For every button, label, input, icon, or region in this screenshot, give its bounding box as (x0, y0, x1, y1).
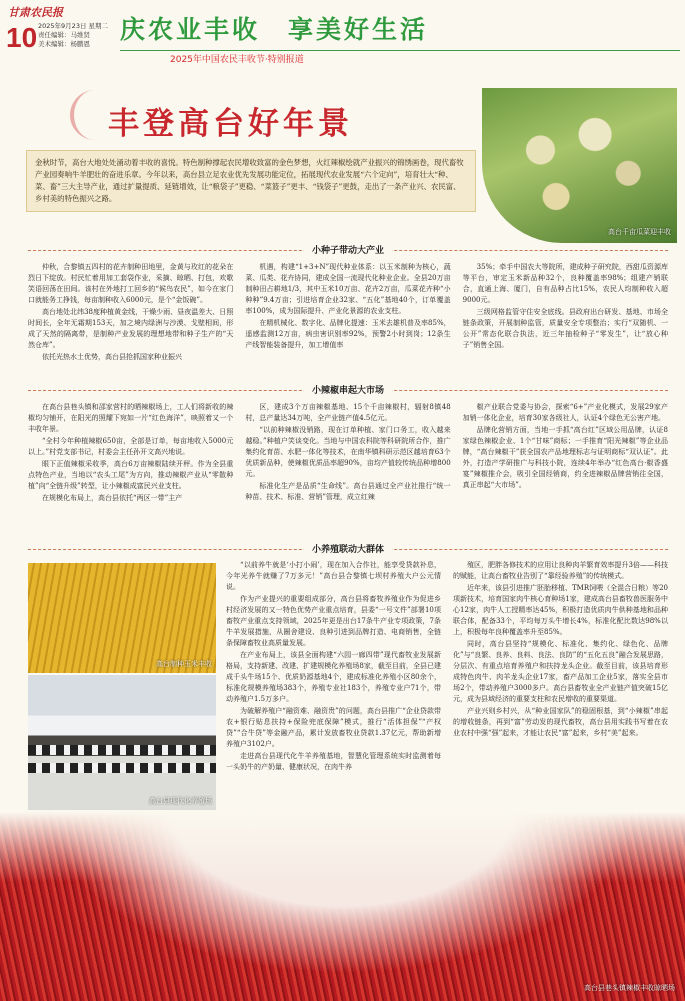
paragraph: 产业兴则乡村兴，从“种业国家队”的稳固根基，到“小辣椒”串起的增收链条，再到“富”劳动发的现代畜牧，高台县用实践书写着在农业农村中强“强”起来，才能让农民“富”起来，乡村“美”起来。 (453, 707, 668, 737)
section2-col2 (245, 402, 450, 530)
section1-title: 小种子带动大产业 (304, 243, 392, 256)
page-number: 10 (6, 22, 38, 53)
paragraph: 在产业布局上，该县全面构建“六园一廊四带”现代畜牧业发展新格局，支持新建、改建、扩建规模化养殖场8家，截至目前，全县已建成千头牛场15个、优质奶源基地4个，建成标准化养殖小区80余个，标准化规模养殖场383个，养殖专业社183个，养殖专业户71个，带动养殖户1.5万多户。 (226, 651, 441, 703)
paragraph: 三级网格监管守住安全底线。县政府出台研发、基地、市场全链条政策，开展制种监管，质量安全专项整治；实行“双随机、一公开”常态化联合执法，近三年抽检种子“零发生”，让“放心种子”销售全国。 (462, 308, 668, 349)
section3-title: 小养殖联动大群体 (304, 542, 392, 555)
paragraph: 同时，高台县坚持“规模化、标准化、集约化、绿色化、品牌化”与“良繁、良养、良料、良法、良防”的“五化五良”融合发展思路，分层次、有重点培育养殖户和扶持龙头企业。截至目前，该县培育形成特色肉牛、肉羊龙头企业17家，畜产品加工企业5家，落实全县市场2个，带动养殖户3000多户。高台县畜牧业全产业链产值突破15亿元，成为县域经济的重要支柱和农民增收的重要渠道。 (453, 640, 668, 703)
paper-name: 甘肃农民报 (8, 6, 63, 19)
paragraph: “以前养牛就是‘小打小闹’，现在加入合作社，能享受贷款补息，今年光养牛就赚了7万多元！”高台县合黎镇七坝村养殖大户公元情说。 (226, 561, 441, 591)
photo-caption: 高台制种玉米丰收 (156, 660, 212, 668)
photo-fade (0, 812, 685, 882)
art-editor-credit: 美术编辑：杨鹏恩 (38, 40, 90, 48)
photo-chili-drying (0, 812, 685, 1001)
photo-corn-field (28, 563, 216, 673)
section2-col3 (463, 402, 668, 530)
cattle-row (28, 745, 216, 755)
paragraph: 品牌化营销方面，当地一手抓“高台红”区域公用品牌，认证8家绿色辣椒企业、1个“甘味”商标；一手推育“阳光辣椒”等企业品牌，“高台辣椒干”获全国农产品地理标志与证明商标“双认证”。此外，打造产学研推广与科技小院，连续4年举办“红色高台·椒香盛宴”辣椒推介会，吸引全国经销商，约全进辣椒品牌营销往全国，真正串起“大市场”。 (462, 426, 668, 489)
masthead (0, 0, 685, 68)
section3-columns (226, 560, 668, 810)
paragraph: 区，建成3个万亩辣椒基地、15个千亩辣椒村，辐射8镇48村，总产量达34万吨，全产业链产值4.5亿元。 (245, 403, 451, 422)
issue-date: 2025年9月23日 星期二 (38, 22, 109, 30)
section2-col1 (28, 402, 233, 530)
paragraph: 35%；牵手中国农大等院所，建成种子研究院，西甜瓜资源库等平台，审定玉米新品种32个，良种覆盖率98%；组建产销联合，直通上海、厦门，自有品种占比15%，农民人均制种收入超9000元。 (462, 263, 668, 304)
paragraph: 依托光热水土优势，高台县抢抓国家种业振兴 (42, 353, 182, 361)
paragraph: 作为产业提兴的重要组成部分，高台县将畜牧养殖业作为促进乡村经济发展的又一特色优势产业重点培育，县委“一号文件”部署10项畜牧产业重点支持领域，2025年更是出台17条牛产业专项政策，7条牛羊发展措施，从圈舍建设、良种引进到品牌打造、电商销售，全链条保障畜牧业高质量发展。 (226, 595, 441, 647)
intro-box: 金秋时节，高台大地处处涌动着丰收的喜悦。特色制种撑起农民增收致富的金色梦想，火红辣椒绘就产业振兴的锦绣画卷，现代畜牧产业园奏响牛羊肥壮的奋进乐章。今年以来，高台县立足农业优先发展功能定位，拓展现代农业发展“六个定向”，培育壮大“种、菜、畜”三大主导产业，通过扩量提质、延链增效，让“粮袋子”更稳、“菜篮子”更丰、“钱袋子”更鼓，走出了一条产业兴、农民富、乡村美的特色振兴之路。 (26, 150, 476, 212)
paragraph: 眼下正值辣椒采收季，高台6万亩辣椒陆续开秤。作为全县重点特色产业，当地以“农头工尾”为方向，推动辣椒产业从“零散种植”向“全链升级”转型，让小辣椒成富民兴业支柱。 (28, 460, 234, 490)
section2-columns (28, 402, 668, 530)
paragraph: 走进高台县现代化牛羊养殖基地，智慧化管理系统实时监测着每一头奶牛的产奶量、健康状况，在肉牛养 (226, 752, 441, 771)
slogan-right: 享美好生活 (288, 15, 429, 44)
photo-caption: 高台县现代化养殖场 (149, 797, 212, 805)
paragraph: 殖区，肥胖各修技术的应用让良种肉羊繁育效率提升3倍——科技的赋能，让高台畜牧业告别了“靠经验养殖”的传统模式。 (453, 561, 668, 580)
paragraph: 机遇，构建“1+3+N”现代种业体系：以玉米制种为核心，蔬菜、瓜类、花卉协同，建成全国一流现代化种业企业。全县20万亩制种田占耕地1/3，其中玉米10万亩、花卉2万亩，瓜菜花卉种“小种种”9.4万亩；引进培育企业32家、“五化”基地40个，订单覆盖率100%，成为国际提升、产业化景源的农业支柱。 (245, 263, 451, 315)
festival-slogan (120, 10, 456, 46)
editor-credit: 责任编辑：马维贤 (38, 31, 90, 39)
section1-col2 (245, 262, 450, 374)
paragraph: “以前种辣椒没销路，现在订单种植、家门口务工，收入越来越稳。”种植户笑谈变化。当地与中国农科院等科研院所合作，推广集约化育苗、水肥一体化等技术，在南华镇科研示范区越培育63个优质新品种，使辣椒优质品率超90%，亩均产值较传统品种增800元。 (245, 426, 451, 478)
special-report-label: 2025年中国农民丰收节·特别报道 (170, 55, 304, 65)
paragraph: 在规模化布局上，高台县依托“两区一带”主产 (42, 494, 183, 502)
photo-melon-harvest (482, 88, 677, 243)
section-heading (28, 243, 668, 257)
paragraph: 椒产业联合党委与协会，探索“6+”产业化模式，发展29家产加销一体化企业，培育30家各级社人，认证4个绿色无公害产地。 (462, 403, 668, 422)
title-swoosh (70, 90, 110, 140)
section2-title: 小辣椒串起大市场 (304, 383, 392, 396)
paragraph: 仲秋，合黎镇五四村的花卉制种田地里，金黄与玫红的花朵在烈日下绽放。村民忙着用加工套袋作业，采摘、晾晒、打包，欢歌笑语回荡在田间。该村在外地打工回乡的“候鸟农民”，如今在家门口就能务工挣钱，每亩制种收入6000元，是个“金饭碗”。 (28, 263, 234, 304)
section3-col1 (226, 560, 441, 810)
section1-col1 (28, 262, 233, 374)
paragraph: 在高台县巷头镇和邵家营村的晒辣椒场上，工人们将新收的辣椒均匀铺开，在阳光的照耀下宛如一片“红色海洋”，映照着又一个丰收年景。 (28, 403, 234, 433)
section-heading (28, 383, 668, 397)
paragraph: 为破解养殖户“融资难、融资贵”的问题，高台县推广“企业贷款带农+银行贴息扶持+保险兜底保障”模式，推行“活体担保”“产权贷”“合牛贷”等金融产品，累计发放畜牧业贷款1.37亿元，帮助新增养殖户3102户。 (226, 707, 441, 748)
issue-meta (38, 22, 108, 49)
section3-col2 (453, 560, 668, 810)
paragraph: 在精机械化、数字化、品牌化提速：玉米去雄机普及率85%，遥感监测12万亩，病虫害识别率92%，预警2小时到岗；12条生产线智能装备提升，加工增值率 (245, 319, 451, 349)
photo-caption: 高台千亩瓜菜迎丰收 (608, 228, 671, 236)
photo-caption: 高台县巷头镇辣椒丰收晾晒场 (584, 984, 675, 992)
paragraph: “全村今年种植辣椒650亩，全部是订单，每亩地收入5000元以上。”村党支部书记，村委会主任孙开文高兴地说。 (28, 437, 234, 456)
slogan-left: 庆农业丰收 (120, 15, 261, 44)
paragraph: 标准化生产是品质“生命线”。高台县通过全产业社推行“统一种苗、技术、标准、营销”管理，成立红辣 (245, 482, 451, 501)
cattle-row (28, 763, 216, 773)
paragraph: 高台地处北纬38度种植黄金线，干燥少雨、昼夜温差大、日照时间长，全年无霜期153天，加之境内绿洲与沙漠、戈壁相间，形成了天然的隔离带，是制种产业发展的理想地带和种子生产的“天然仓库”。 (28, 308, 234, 349)
photo-dairy-farm (28, 675, 216, 810)
paragraph: 近年来，该县引进推广胚胎移植、TMR饲喂（全混合日粮）等20项新技术，培育国家肉牛核心育种场1家，建成高台县畜牧兽医服务中心12家，肉牛人工授精率达45%，积极打造优质肉牛供种基地和品种联合体，配备33个，平均每万头牛增长4%，标准化配比数达98%以上，积极每年良种覆盖率升至85%。 (453, 584, 668, 636)
section-heading (28, 542, 668, 556)
page-title: 丰登高台好年景 (108, 106, 353, 142)
section1-col3 (463, 262, 668, 374)
section1-columns (28, 262, 668, 374)
